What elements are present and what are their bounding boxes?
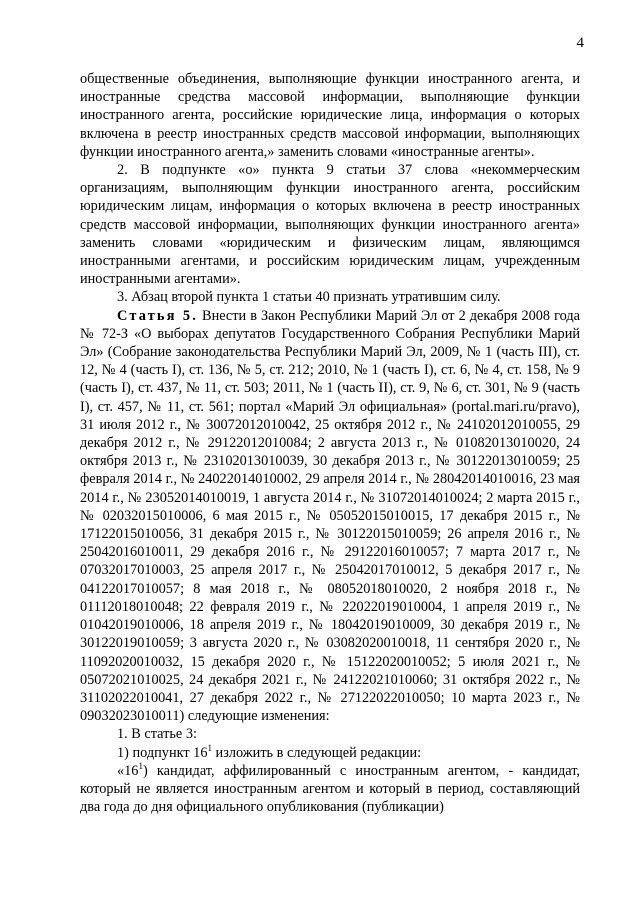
article-5-heading: Статья 5.	[117, 307, 198, 324]
subitem-1	[80, 744, 580, 762]
quote-text: ) кандидат, аффилированный с иностранным агентом, - кандидат, который не является иностранным агентом и который в период, составляющий два года до дня официального опубликования (публикации)	[80, 762, 580, 816]
article-5-text: Внести в Закон Республики Марий Эл от 2 декабря 2008 года № 72-З «О выборах депутатов Государственного Собрания Республики Марий Эл» (Собрание законодательства Республики Марий Эл, 2009, № 1 (часть III), ст. 12, № 4 (часть I), ст. 136, № 5, ст. 212; 2010, № 1 (часть I), ст. 6, № 4, ст. 158, № 9 (часть I), ст. 437, № 11, ст. 503; 2011, № 1 (часть II), ст. 9, № 6, ст. 301, № 9 (часть I), ст. 457, № 11, ст. 561; портал «Марий Эл официальная» (portal.mari.ru/pravo), 31 июля 2012 г., № 30072012010042, 25 октября 2012 г., № 24102012010055, 29 декабря 2012 г., № 29122012010084; 2 августа 2013 г., № 01082013010020, 24 октября 2013 г., № 23102013010039, 30 декабря 2013 г., № 30122013010059; 25 февраля 2014 г., № 24022014010002, 29 апреля 2014 г., № 28042014010016, 23 мая 2014 г., № 23052014010019, 1 августа 2014 г., № 31072014010024; 2 марта 2015 г., № 02032015010006, 6 мая 2015 г., № 05052015010015, 17 декабря 2015 г., № 17122015010056, 31 декабря 2015 г., № 30122015010059; 26 апреля 2016 г., № 25042016010011, 29 декабря 2016 г., № 29122016010057; 7 марта 2017 г., № 07032017010003, 25 апреля 2017 г., № 25042017010012, 5 декабря 2017 г., № 04122017010057; 8 мая 2018 г., № 08052018010020, 2 ноября 2018 г., № 01112018010048; 22 февраля 2019 г., № 22022019010004, 1 апреля 2019 г., № 01042019010006, 18 апреля 2019 г., № 18042019010009, 30 декабря 2019 г., № 30122019010059; 3 августа 2020 г., № 03082020010018, 11 сентября 2020 г., № 11092020010032, 15 декабря 2020 г., № 15122020010052; 5 июля 2021 г., № 05072021010025, 24 декабря 2021 г., № 24122021010060; 31 октября 2022 г., № 31102022010041, 27 декабря 2022 г., № 27122022010050; 10 марта 2023 г., № 09032023010011) следующие изменения:	[80, 307, 580, 725]
paragraph-item-3: 3. Абзац второй пункта 1 статьи 40 признать утратившим силу.	[117, 289, 501, 306]
paragraph-continuation: общественные объединения, выполняющие функции иностранного агента, и иностранные средства массовой информации, выполняющие функции иностранного агента, российские юридические лица, информация о которых включена в реестр иностранных средств массовой информации, выполняющих функции иностранного агента,» заменить словами «иностранные агенты».	[80, 71, 580, 160]
subitem-1-text-end: изложить в следующей редакции:	[211, 744, 422, 761]
superscript: 1	[138, 760, 143, 771]
article-5-paragraph	[80, 307, 580, 726]
quote-open: «16	[117, 762, 139, 779]
page-number: 4	[576, 35, 584, 51]
document-body	[80, 70, 580, 816]
superscript: 1	[207, 742, 212, 753]
quoted-definition	[80, 762, 580, 817]
subitem-1-text-start: 1) подпункт 16	[117, 744, 208, 761]
item-1-heading: 1. В статье 3:	[117, 726, 197, 743]
paragraph-item-2: 2. В подпункте «о» пункта 9 статьи 37 слова «некоммерческим организациям, выполняющим функции иностранного агента, российским юридическим лицам, информация о которых включена в реестр иностранных средств массовой информации, выполняющих функции иностранного агента» заменить словами «юридическим и физическим лицам, являющимся иностранными агентами, и российским юридическим лицам, учрежденным иностранными агентами».	[80, 162, 580, 288]
